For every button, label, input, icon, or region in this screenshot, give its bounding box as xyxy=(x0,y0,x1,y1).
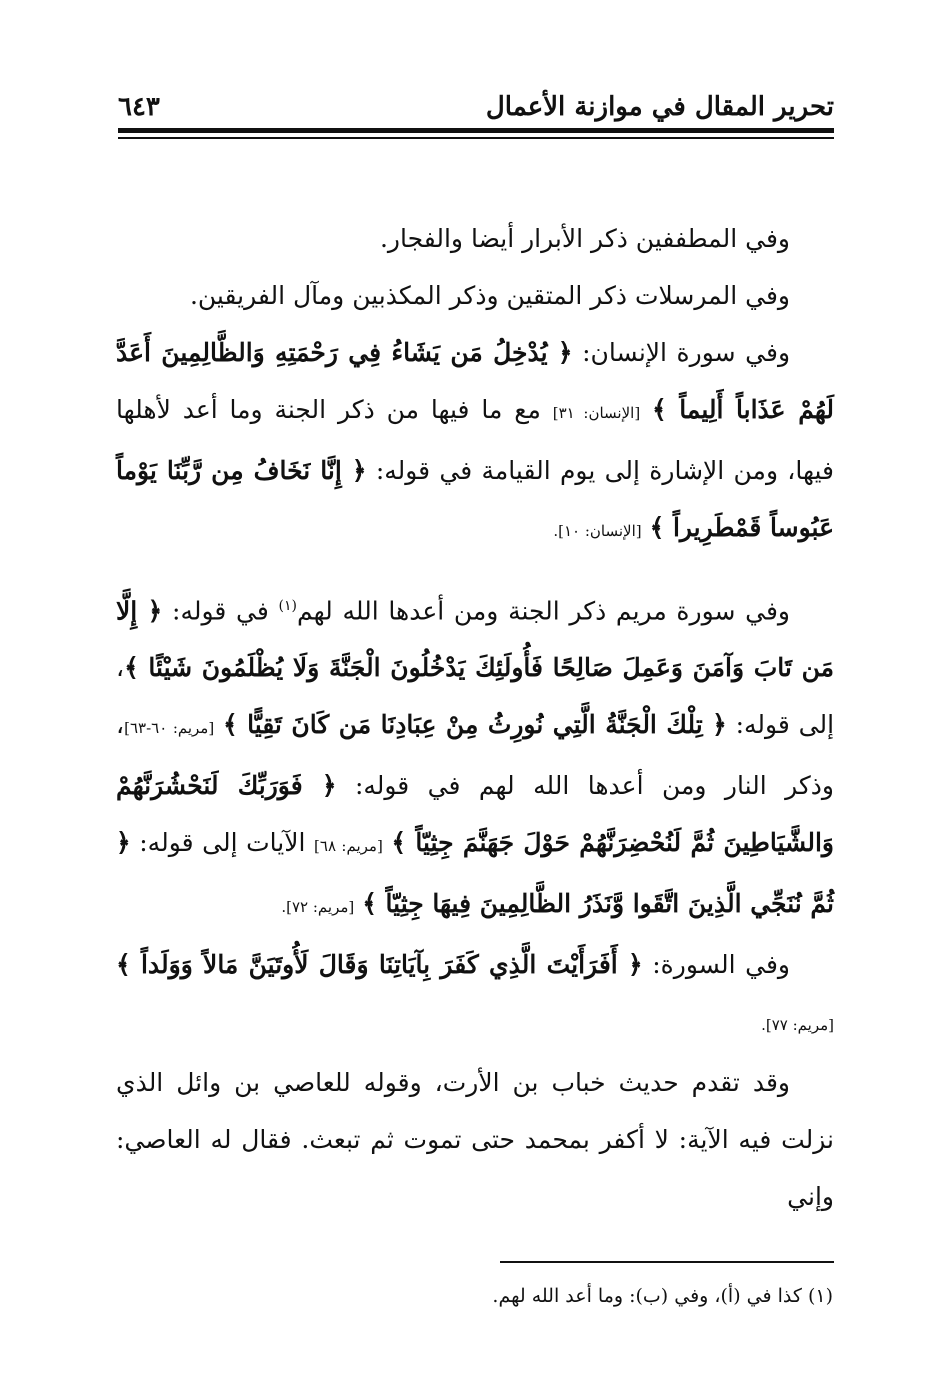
maryam-lead: وفي سورة مريم ذكر الجنة ومن أعدها الله لهم xyxy=(296,596,791,626)
verse-reference: [مريم: ٧٢]. xyxy=(281,898,355,917)
footnote-marker: (١) xyxy=(278,598,297,614)
page-number: ٦٤٣ xyxy=(118,92,160,122)
paragraph-mursalat: وفي المرسلات ذكر المتقين وذكر المكذبين ومآل الفريقين. xyxy=(189,281,790,310)
footnote: (١) كذا في (أ)، وفي (ب): وما أعد الله لهم. xyxy=(492,1285,833,1307)
maryam-text: ، وذكر النار ومن أعدها الله لهم في قوله: xyxy=(116,710,834,801)
paragraph-khabbab: وقد تقدم حديث خباب بن الأرت، وقوله للعاصي بن وائل الذي نزلت فيه الآية: لا أكفر بمحمد حتى تموت ثم تبعث. فقال له العاصي: وإني xyxy=(116,1068,834,1212)
quran-verse: ﴿ يُدْخِلُ مَن يَشَاءُ فِي رَحْمَتِهِ وَالظَّالِمِينَ أَعَدَّ لَهُمْ عَذَاباً أَلِيماً ﴾ xyxy=(116,338,834,424)
quran-verse: ﴿ إِلَّا مَن تَابَ وَآمَنَ وَعَمِلَ صَالِحًا فَأُولَئِكَ يَدْخُلُونَ الْجَنَّةَ وَلَا يُظْلَمُونَ شَيْئًا ﴾ xyxy=(116,596,834,683)
insan-lead: وفي سورة الإنسان: xyxy=(582,338,791,367)
quran-verse: ﴿ تِلْكَ الْجَنَّةُ الَّتِي نُورِثُ مِنْ عِبَادِنَا مَن كَانَ تَقِيًّا ﴾ xyxy=(222,710,727,740)
footnote-rule xyxy=(500,1261,834,1263)
quran-verse: ﴿ فَوَرَبِّكَ لَنَحْشُرَنَّهُمْ وَالشَّيَاطِينَ ثُمَّ لَنُحْضِرَنَّهُمْ حَوْلَ جَهَنَّمَ جِثِيّاً ﴾ xyxy=(116,771,835,858)
quran-verse: ﴿ ثُمَّ نُنَجِّي الَّذِينَ اتَّقَوا وَّنَذَرُ الظَّالِمِينَ فِيهَا جِثِيّاً ﴾ xyxy=(116,828,834,919)
book-title: تحرير المقال في موازنة الأعمال xyxy=(485,92,834,122)
paragraph-insan xyxy=(116,324,834,560)
paragraph-surah xyxy=(116,936,834,1054)
maryam-text: الآيات إلى قوله: xyxy=(139,828,306,858)
paragraph-mutaffifin: وفي المطففين ذكر الأبرار أيضا والفجار. xyxy=(379,224,790,253)
quran-verse: ﴿ أَفَرَأَيْتَ الَّذِي كَفَرَ بِآيَاتِنَا وَقَالَ لَأُوتَيَنَّ مَالاً وَوَلَداً ﴾ xyxy=(116,950,643,980)
header-rule-thick xyxy=(118,128,834,133)
verse-reference: [الإنسان: ٣١] xyxy=(552,404,641,422)
body-text xyxy=(116,210,834,1225)
maryam-text: في قوله: xyxy=(172,596,269,626)
verse-reference: [مريم: ٧٧]. xyxy=(761,1016,834,1035)
surah-lead: وفي السورة: xyxy=(652,950,791,980)
running-header xyxy=(118,84,834,132)
paragraph-maryam xyxy=(116,578,834,936)
verse-reference: [الإنسان: ١٠]. xyxy=(553,522,642,540)
quran-verse: ﴿ إِنَّا نَخَافُ مِن رَّبِّنَا يَوْماً عَبُوساً قَمْطَرِيراً ﴾ xyxy=(116,456,834,542)
verse-reference: [مريم: ٦٠-٦٣] xyxy=(124,719,215,738)
header-rule-thin xyxy=(118,137,834,139)
verse-reference: [مريم: ٦٨] xyxy=(314,837,383,856)
insan-text: مع ما فيها من ذكر الجنة وما أعد لأهلها فيها، ومن الإشارة إلى يوم القيامة في قوله: xyxy=(116,395,835,485)
maryam-text: ، إلى قوله: xyxy=(116,653,835,740)
paragraph-gap xyxy=(116,560,834,578)
